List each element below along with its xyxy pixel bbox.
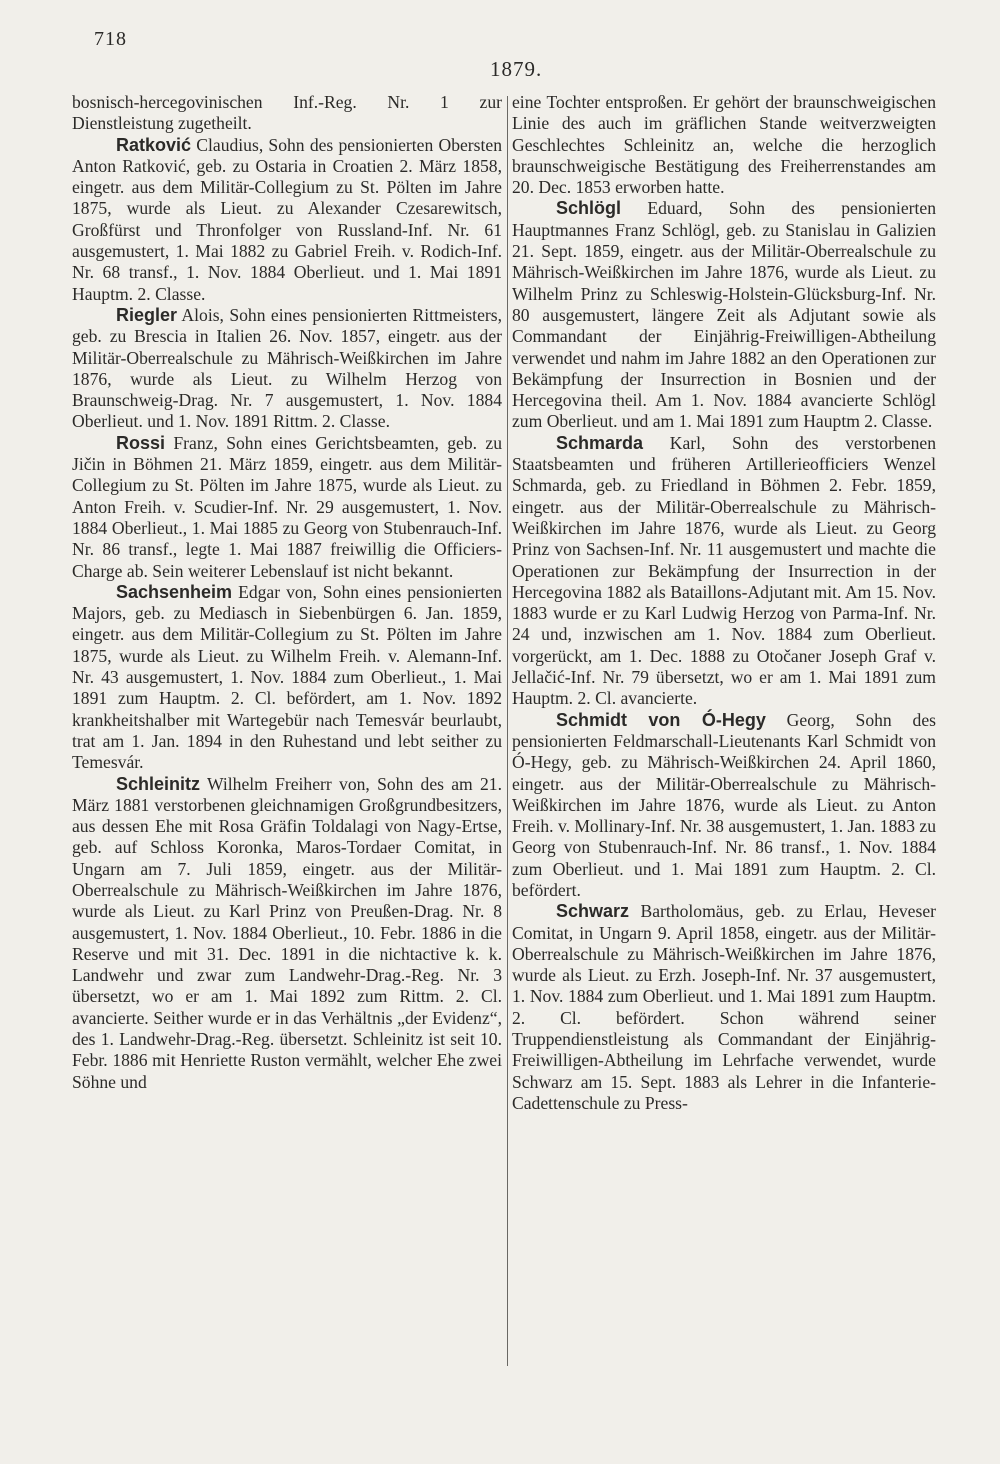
entry-ratkovic [72, 135, 502, 305]
entry-text: Eduard, Sohn des pensionierten Hauptmannes Franz Schlögl, geb. zu Stanislau in Galizien 21. Sept. 1859, eingetr. aus der Militär-Oberrealschule zu Mährisch-Weißkirchen im Jahre 1876, wurde als Lieut. zu Wilhelm Prinz zu Schleswig-Holstein-Glücksburg-Inf. Nr. 80 ausgemustert, längere Zeit als Adjutant sowie als Commandant der Einjährig-Freiwilligen-Abtheilung verwendet und nahm im Jahre 1882 an den Operationen zur Bekämpfung der Insurrection in Bosnien und der Hercegovina theil. Am 1. Nov. 1884 avancierte Schlögl zum Oberlieut. und am 1. Mai 1891 zum Hauptm 2. Classe. [512, 198, 936, 432]
entry-schwarz [512, 901, 936, 1114]
column-divider [507, 96, 508, 1366]
entry-text: Edgar von, Sohn eines pensionierten Majors, geb. zu Mediasch in Siebenbürgen 6. Jan. 1859, eingetr. aus dem Militär-Collegium zu St. Pölten im Jahre 1875, wurde als Lieut. zu Wilhelm Freih. v. Alemann-Inf. Nr. 43 ausgemustert, 1. Nov. 1884 zum Oberlieut., 1. Mai 1891 zum Hauptm. 2. Cl. befördert, am 1. Nov. 1892 krankheitshalber mit Wartegebür nach Temesvár beurlaubt, trat am 1. Jan. 1894 in den Ruhestand und lebt seither zu Temesvár. [72, 581, 502, 773]
left-column [72, 92, 502, 1093]
entry-surname: Sachsenheim [116, 581, 233, 602]
entry-surname: Schleinitz [116, 773, 201, 794]
entry-text: Franz, Sohn eines Gerichtsbeamten, geb. zu Jičin in Böhmen 21. März 1859, eingetr. aus dem Militär-Collegium zu St. Pölten im Jahre 1875, wurde als Lieut. zu Anton Freih. v. Scudier-Inf. Nr. 29 ausgemustert, 1. Nov. 1884 Oberlieut., 1. Mai 1885 zu Georg von Stubenrauch-Inf. Nr. 86 transf., legte 1. Mai 1887 freiwillig die Officiers-Charge ab. Sein weiterer Lebenslauf ist nicht bekannt. [72, 432, 502, 581]
entry-schmarda [512, 433, 936, 710]
entry-continuation [512, 92, 936, 198]
entry-surname: Schwarz [556, 901, 630, 922]
entry-schloegl [512, 198, 936, 432]
entry-sachsenheim [72, 582, 502, 774]
entry-schmidt-von-o-hegy [512, 710, 936, 902]
page-number: 718 [94, 28, 127, 50]
entry-rossi [72, 433, 502, 582]
entry-text: Georg, Sohn des pensionierten Feldmarschall-Lieutenants Karl Schmidt von Ó-Hegy, geb. zu Mährisch-Weißkirchen 24. April 1860, eingetr. aus der Militär-Oberrealschule zu Mährisch-Weißkirchen im Jahre 1876, wurde als Lieut. zu Anton Freih. v. Mollinary-Inf. Nr. 38 ausgemustert, 1. Jan. 1883 zu Georg von Stubenrauch-Inf. Nr. 86 transf., 1. Nov. 1884 zum Oberlieut. und 1. Mai 1891 zum Hauptm. 2. Cl. befördert. [512, 709, 936, 900]
entry-text: Wilhelm Freiherr von, Sohn des am 21. März 1881 verstorbenen gleichnamigen Großgrundbesitzers, aus dessen Ehe mit Rosa Gräfin Toldalagi von Nagy-Ertse, geb. auf Schloss Koronka, Maros-Tordaer Comitat, in Ungarn am 7. Juli 1859, eingetr. aus der Militär-Oberrealschule zu Mährisch-Weißkirchen im Jahre 1876, wurde als Lieut. zu Karl Prinz von Preußen-Drag. Nr. 8 ausgemustert, 1. Nov. 1884 Oberlieut., 10. Febr. 1886 in die Reserve und mit 31. Dec. 1891 in die nichtactive k. k. Landwehr und zwar zum Landwehr-Drag.-Reg. Nr. 3 übersetzt, wo er am 1. Mai 1892 zum Rittm. 2. Cl. avancierte. Seither wurde er in das Verhältnis „der Evidenz“, des 1. Landwehr-Drag.-Reg. übersetzt. Schleinitz ist seit 10. Febr. 1886 mit Henriette Ruston vermählt, welcher Ehe zwei Söhne und [72, 773, 502, 1092]
entry-text: bosnisch-hercegovinischen Inf.-Reg. Nr. 1 zur Dienstleistung zugetheilt. [72, 92, 502, 134]
entry-text: Karl, Sohn des verstorbenen Staatsbeamten und früheren Artillerieofficiers Wenzel Schmarda, geb. zu Friedland in Böhmen 2. Febr. 1859, eingetr. aus der Militär-Oberrealschule zu Mährisch-Weißkirchen im Jahre 1876, wurde als Lieut. zu Georg Prinz von Sachsen-Inf. Nr. 11 ausgemustert und machte die Operationen zur Bekämpfung der Insurrection in der Hercegovina 1882 als Bataillons-Adjutant mit. Am 15. Nov. 1883 wurde er zu Karl Ludwig Herzog von Parma-Inf. Nr. 24 und, inzwischen am 1. Nov. 1884 zum Oberlieut. vorgerückt, am 1. Dec. 1888 zu Otočaner Joseph Graf v. Jellačić-Inf. Nr. 79 übersetzt, wo er am 1. Mai 1891 zum Hauptm. 2. Cl. avancierte. [512, 432, 936, 709]
page-year-header: 1879. [490, 57, 543, 81]
entry-schleinitz [72, 774, 502, 1093]
entry-surname: Schlögl [556, 198, 622, 219]
entry-surname: Schmarda [556, 432, 644, 453]
entry-text: eine Tochter entsproßen. Er gehört der braunschweigischen Linie des auch im gräflichen Stande weitverzweigten Geschlechtes Schleinitz an, welche die herzoglich braunschweigische Bestätigung des Freiherrenstandes am 20. Dec. 1853 erworben hatte. [512, 92, 936, 198]
entry-surname: Ratković [116, 134, 192, 155]
entry-riegler [72, 305, 502, 433]
entry-text: Alois, Sohn eines pensionierten Rittmeisters, geb. zu Brescia in Italien 26. Nov. 1857, eingetr. aus der Militär-Oberrealschule zu Mährisch-Weißkirchen im Jahre 1876, wurde als Lieut. zu Wilhelm Herzog von Braunschweig-Drag. Nr. 7 ausgemustert, 1. Nov. 1884 Oberlieut. und 1. Nov. 1891 Rittm. 2. Classe. [72, 304, 502, 432]
entry-surname: Schmidt von Ó-Hegy [556, 709, 766, 730]
entry-continuation [72, 92, 502, 135]
entry-surname: Riegler [116, 304, 178, 325]
entry-text: Claudius, Sohn des pensionierten Obersten Anton Ratković, geb. zu Ostaria in Croatien 2. März 1858, eingetr. aus dem Militär-Collegium zu St. Pölten im Jahre 1875, wurde als Lieut. zu Alexander Czesarewitsch, Großfürst und Thronfolger von Russland-Inf. Nr. 61 ausgemustert, 1. Mai 1882 zu Gabriel Freih. v. Rodich-Inf. Nr. 68 transf., 1. Nov. 1884 Oberlieut. und 1. Mai 1891 Hauptm. 2. Classe. [72, 134, 502, 304]
entry-text: Bartholomäus, geb. zu Erlau, Heveser Comitat, in Ungarn 9. April 1858, eingetr. aus der Militär-Oberrealschule zu Mährisch-Weißkirchen im Jahre 1876, wurde als Lieut. zu Erzh. Joseph-Inf. Nr. 37 ausgemustert, 1. Nov. 1884 zum Oberlieut. und 1. Mai 1891 zum Hauptm. 2. Cl. befördert. Schon während seiner Truppendienstleistung als Commandant der Einjährig-Freiwilligen-Abtheilung im Lehrfache verwendet, wurde Schwarz am 15. Sept. 1883 als Lehrer in die Infanterie-Cadettenschule zu Press- [512, 901, 936, 1113]
entry-surname: Rossi [116, 432, 166, 453]
right-column [512, 92, 936, 1114]
